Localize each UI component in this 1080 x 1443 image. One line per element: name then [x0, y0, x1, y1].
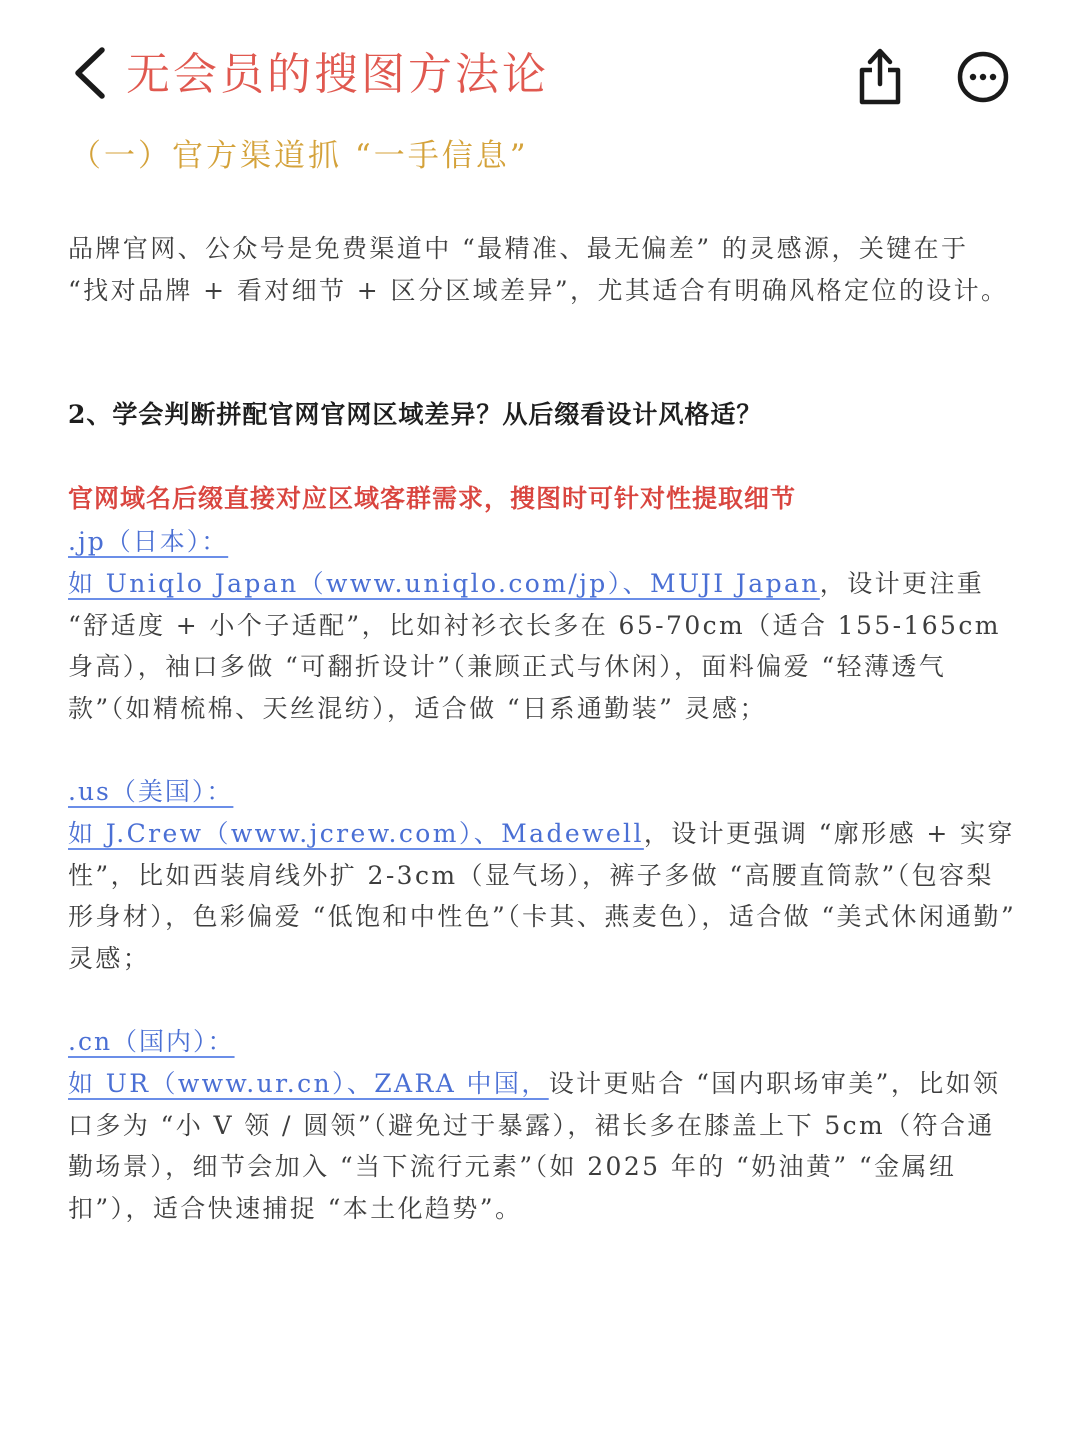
brand-link-cn[interactable]: 如 UR（www.ur.cn）、ZARA 中国， — [68, 1069, 549, 1098]
region-paragraph-us — [68, 813, 1018, 979]
more-button[interactable] — [952, 46, 1014, 108]
suffix-label-jp[interactable]: .jp（日本）： — [68, 527, 229, 556]
suffix-label-us[interactable]: .us（美国）： — [68, 777, 234, 806]
highlight-heading: 官网域名后缀直接对应区域客群需求，搜图时可针对性提取细节 — [68, 484, 797, 513]
section-heading: （一）官方渠道抓 “一手信息” — [70, 138, 529, 174]
chevron-left-icon — [64, 40, 120, 106]
brand-link-jp[interactable]: 如 Uniqlo Japan（www.uniqlo.com/jp）、MUJI Japan — [68, 569, 820, 598]
share-icon — [852, 46, 908, 108]
suffix-label-cn[interactable]: .cn（国内）： — [68, 1027, 235, 1056]
region-paragraph-jp — [68, 563, 1018, 729]
page-title: 无会员的搜图方法论 — [126, 49, 549, 100]
more-icon — [952, 46, 1014, 108]
share-button[interactable] — [852, 46, 908, 108]
brand-link-us[interactable]: 如 J.Crew（www.jcrew.com）、Madewell — [68, 819, 644, 848]
question-heading: 2、学会判断拼配官网官网区域差异？从后缀看设计风格适？ — [68, 400, 763, 429]
region-body-us: ，设计更强调 “廓形感 + 实穿性”，比如西装肩线外扩 2-3cm（显气场），裤子多做 “高腰直筒款”（包容梨形身材），色彩偏爱 “低饱和中性色”（卡其、燕麦色），适合做 “美式休闲通勤” 灵感； — [68, 819, 1017, 973]
back-button[interactable] — [64, 40, 120, 106]
region-body-cn: 设计更贴合 “国内职场审美”，比如领口多为 “小 V 领 / 圆领”（避免过于暴露），裙长多在膝盖上下 5cm（符合通勤场景），细节会加入 “当下流行元素”（如 2025 年的 “奶油黄” “金属纽扣”），适合快速捕捉 “本土化趋势”。 — [68, 1069, 1001, 1223]
region-body-jp: ，设计更注重 “舒适度 + 小个子适配”，比如衬衫衣长多在 65-70cm（适合 155-165cm 身高），袖口多做 “可翻折设计”（兼顾正式与休闲），面料偏爱 “轻薄透气款”（如精梳棉、天丝混纺），适合做 “日系通勤装” 灵感； — [68, 569, 1001, 723]
top-bar — [0, 0, 1080, 150]
intro-paragraph: 品牌官网、公众号是免费渠道中 “最精准、最无偏差” 的灵感源，关键在于 “找对品牌 + 看对细节 + 区分区域差异”，尤其适合有明确风格定位的设计。 — [68, 234, 1009, 305]
region-paragraph-cn — [68, 1063, 1018, 1229]
